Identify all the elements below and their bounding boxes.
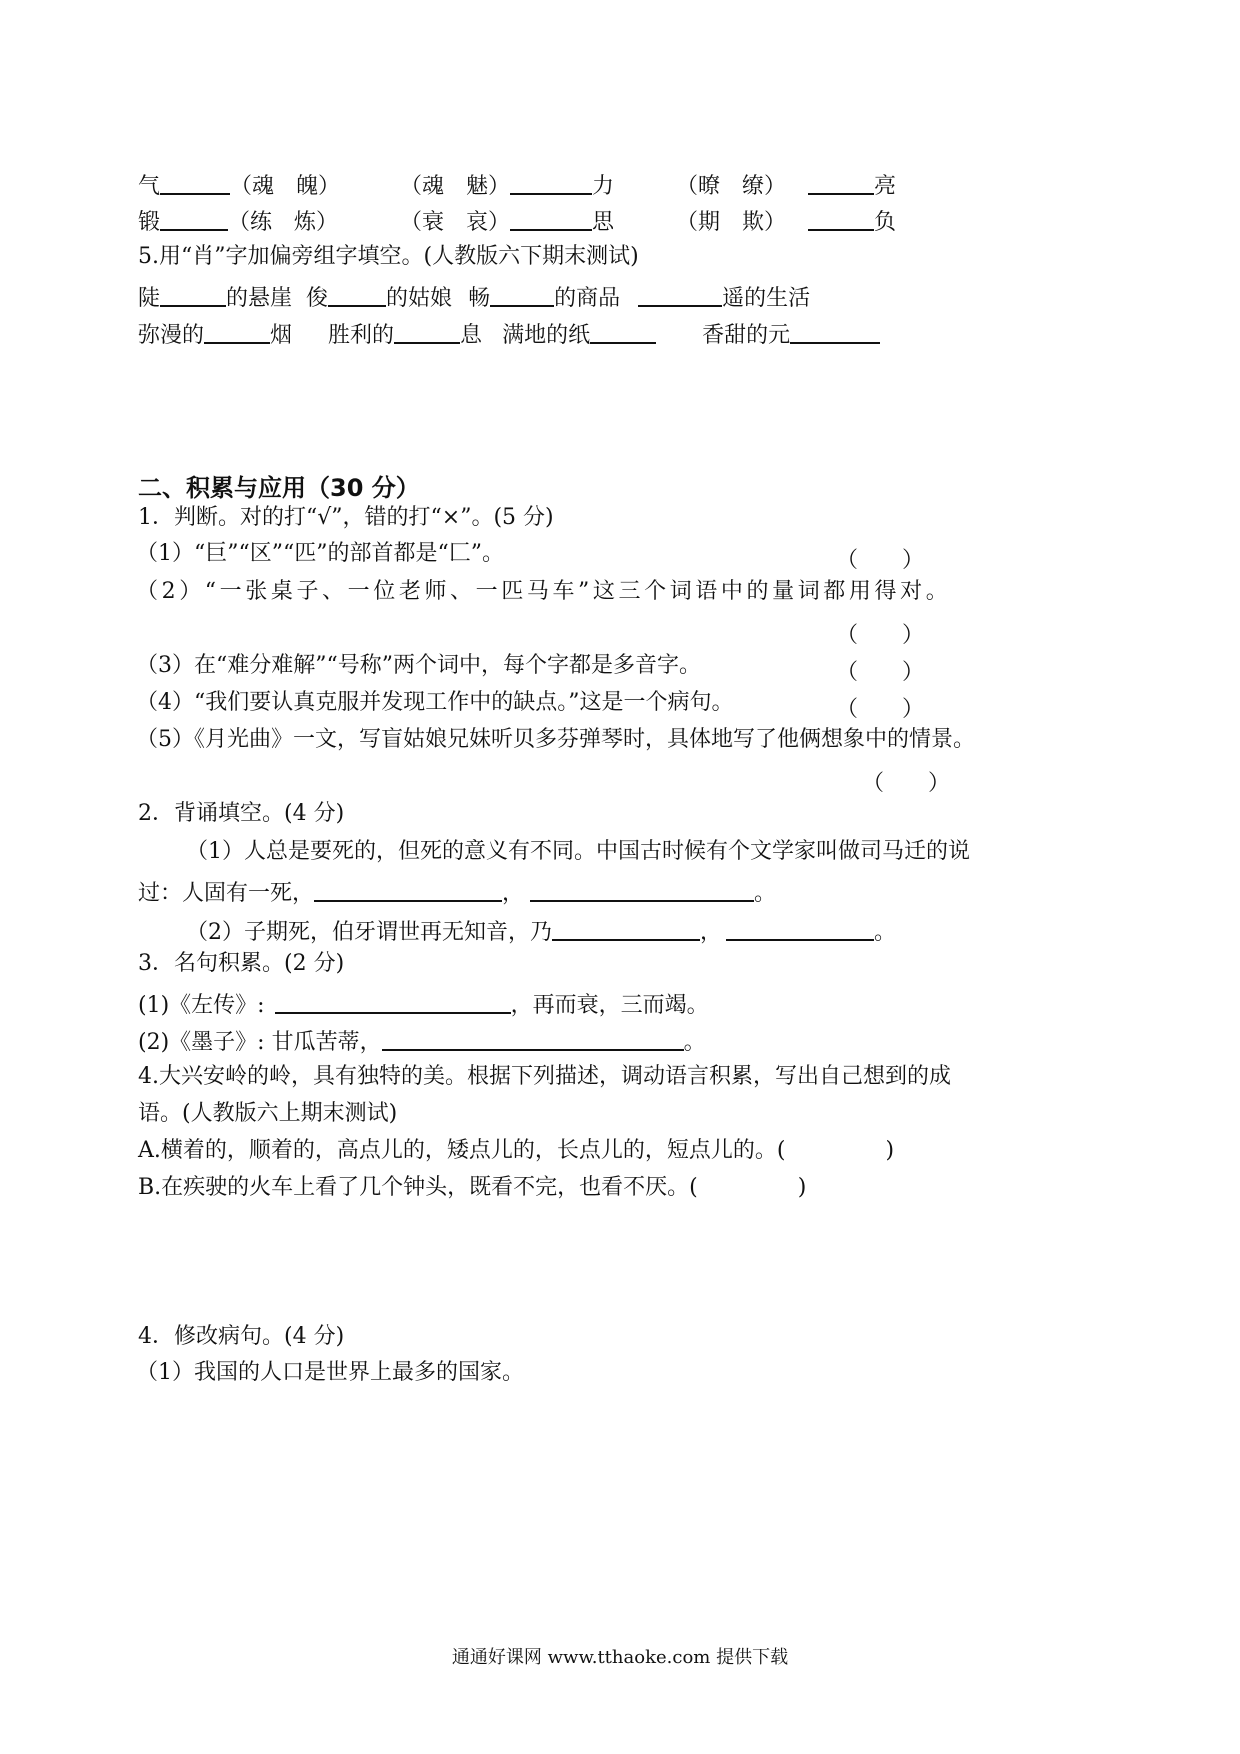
char: 亮 <box>874 174 897 199</box>
answer-blank[interactable] <box>590 320 656 344</box>
q4-title-line2: 语。(人教版六上期末测试) <box>138 1101 398 1126</box>
text: 陡 <box>138 286 161 311</box>
q1-item-4: （4）“我们要认真克服并发现工作中的缺点。”这是一个病句。 <box>136 690 734 715</box>
q3-title: 3．名句积累。(2 分) <box>138 951 345 976</box>
text: 遥的生活 <box>722 286 811 311</box>
q4b-title: 4．修改病句。(4 分) <box>138 1324 345 1349</box>
answer-blank[interactable] <box>160 207 228 231</box>
text: ， <box>502 881 525 906</box>
q1-item-5: （5）《月光曲》一文，写盲姑娘兄妹听贝多芬弹琴时，具体地写了他俩想象中的情景。 <box>136 727 975 752</box>
answer-blank[interactable] <box>204 320 270 344</box>
q1-item-1: （1）“巨”“区”“匹”的部首都是“匚”。 <box>136 541 504 566</box>
page-footer: 通通好课网 www.tthaoke.com 提供下载 <box>451 1647 789 1668</box>
word-row-1-b <box>400 171 614 198</box>
answer-paren[interactable]: （ ） <box>836 660 925 685</box>
text: 过：人固有一死， <box>138 881 315 906</box>
answer-blank[interactable] <box>808 171 874 195</box>
text: 息 <box>460 323 483 348</box>
answer-blank[interactable] <box>726 917 874 941</box>
text: 烟 <box>270 323 293 348</box>
answer-blank[interactable] <box>328 283 386 307</box>
text: ， <box>700 920 723 945</box>
answer-blank[interactable] <box>314 878 502 902</box>
text: （2）子期死，伯牙谓世再无知音，乃 <box>186 920 552 945</box>
text: (1)《左传》: <box>138 993 265 1018</box>
word-row-2-b <box>400 207 614 234</box>
text: 弥漫的 <box>138 323 205 348</box>
options: （魂 魄） <box>230 174 341 199</box>
text: 的悬崖 <box>226 286 293 311</box>
answer-blank[interactable] <box>275 990 511 1014</box>
options: （练 炼） <box>228 210 339 235</box>
text: 畅 <box>468 286 491 311</box>
word-row-2-c <box>676 207 896 234</box>
char: 思 <box>592 210 615 235</box>
char: 锻 <box>138 210 161 235</box>
q4-item-b <box>138 1177 806 1199</box>
answer-blank[interactable] <box>530 878 754 902</box>
answer-blank[interactable] <box>382 1027 684 1051</box>
q5-title: 5.用“肖”字加偏旁组字填空。(人教版六下期末测试) <box>138 244 639 269</box>
q4-title-line1: 4.大兴安岭的岭，具有独特的美。根据下列描述，调动语言积累，写出自己想到的成 <box>138 1064 951 1089</box>
text: 香甜的元 <box>702 323 791 348</box>
q3-item-2 <box>138 1027 706 1054</box>
text: 的姑娘 <box>386 286 453 311</box>
answer-paren[interactable]: （ ） <box>836 623 925 648</box>
answer-blank[interactable] <box>160 171 230 195</box>
text: ) <box>885 1138 895 1163</box>
text: ，再而衰，三而竭。 <box>510 993 709 1018</box>
q2-p1-line1: （1）人总是要死的，但死的意义有不同。中国古时候有个文学家叫做司马迁的说 <box>186 839 970 864</box>
char: 气 <box>138 174 161 199</box>
word-row-1-c <box>676 171 896 198</box>
q5-row-2 <box>138 320 880 347</box>
q3-item-1 <box>138 990 709 1017</box>
q1-item-3: （3）在“难分难解”“号称”两个词中，每个字都是多音字。 <box>136 653 701 678</box>
answer-blank[interactable] <box>638 283 722 307</box>
options: （魂 魅） <box>400 174 511 199</box>
q2-p1-line2 <box>138 878 776 905</box>
answer-blank[interactable] <box>490 283 554 307</box>
options: （暸 缭） <box>676 174 787 199</box>
text: 。 <box>683 1030 706 1055</box>
answer-blank[interactable] <box>808 207 874 231</box>
text: A.横着的，顺着的，高点儿的，矮点儿的，长点儿的，短点儿的。( <box>138 1138 786 1163</box>
answer-paren[interactable]: （ ） <box>836 548 925 573</box>
text: 。 <box>754 881 777 906</box>
q2-title: 2．背诵填空。(4 分) <box>138 801 345 826</box>
options: （期 欺） <box>676 210 787 235</box>
text: 俊 <box>306 286 329 311</box>
char: 力 <box>592 174 615 199</box>
word-row-2 <box>138 207 338 234</box>
text: 胜利的 <box>328 323 395 348</box>
text: 满地的纸 <box>502 323 591 348</box>
answer-paren[interactable]: （ ） <box>836 697 925 722</box>
answer-blank[interactable] <box>510 171 592 195</box>
section-title: 二、积累与应用（30 分） <box>138 474 420 502</box>
options: （衰 哀） <box>400 210 511 235</box>
answer-blank[interactable] <box>160 283 226 307</box>
text: B.在疾驶的火车上看了几个钟头，既看不完，也看不厌。( <box>138 1175 698 1200</box>
q5-row-1 <box>138 283 810 310</box>
text: 的商品 <box>554 286 621 311</box>
answer-blank[interactable] <box>552 917 700 941</box>
word-row-1 <box>138 171 340 198</box>
answer-blank[interactable] <box>790 320 880 344</box>
text: (2)《墨子》: 甘瓜苦蒂， <box>138 1030 382 1055</box>
q4-item-a <box>138 1140 894 1162</box>
q1-title: 1．判断。对的打“√”，错的打“×”。(5 分) <box>138 505 554 530</box>
text: 。 <box>874 920 897 945</box>
q2-p2 <box>186 917 896 944</box>
answer-blank[interactable] <box>394 320 460 344</box>
answer-paren[interactable]: （ ） <box>862 771 951 796</box>
text: ) <box>797 1175 807 1200</box>
q4b-item-1: （1）我国的人口是世界上最多的国家。 <box>136 1360 524 1385</box>
char: 负 <box>874 210 897 235</box>
q1-item-2: （2）“一张桌子、一位老师、一匹马车”这三个词语中的量词都用得对。 <box>136 579 952 604</box>
answer-blank[interactable] <box>510 207 592 231</box>
